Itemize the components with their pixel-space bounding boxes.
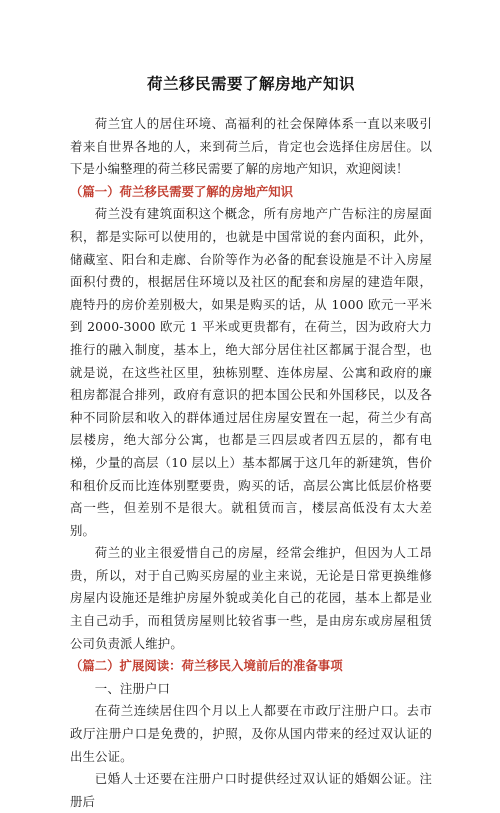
document-body <box>70 113 432 813</box>
section2-subheading-1: 一、注册户口 <box>94 680 171 696</box>
document-title: 荷兰移民需要了解房地产知识 <box>146 74 355 93</box>
section2-paragraph-2: 已婚人士还要在注册户口时提供经过双认证的婚姻公证。注册后 <box>70 771 432 809</box>
section2-paragraph-1: 在荷兰连续居住四个月以上人都要在市政厅注册户口。去市政厅注册户口是免费的，护照，及你从国内带来的经过双认证的出生公证。 <box>70 703 432 764</box>
section1-paragraph-1: 荷兰没有建筑面积这个概念，所有房地产广告标注的房屋面积，都是实际可以使用的，也就是中国常说的套内面积，此外，储藏室、阳台和走廊、台阶等作为必备的配套设施是不计入房屋面积付费的，根据居住环境以及社区的配套和房屋的建造年限，鹿特丹的房价差别极大，如果是购买的话，从 1000 欧元一平米到 2000-3000 欧元 1 平米或更贵都有，在荷兰，因为政府大力推行的融入制度，基本上，绝大部分居住社区都属于混合型，也就是说，在这些社区里，独栋别墅、连体房屋、公寓和政府的廉租房都混合排列，政府有意识的把本国公民和外国移民，以及各种不同阶层和收入的群体通过居住房屋安置在一起，荷兰少有高层楼房，绝大部分公寓，也都是三四层或者四五层的，都有电梯，少量的高层（10 层以上）基本都属于这几年的新建筑，售价和租价反而比连体别墅要贵，购买的话，高层公寓比低层价格要高一些，但差别不是很大。就租赁而言，楼层高低没有太大差别。 <box>70 206 432 538</box>
section1-paragraph-2: 荷兰的业主很爱惜自己的房屋，经常会维护，但因为人工昂贵，所以，对于自己购买房屋的业主来说，无论是日常更换维修房屋内设施还是维护房屋外貌或美化自己的花园，基本上都是业主自己动手，而租赁房屋则比较省事一些，是由房东或房屋租赁公司负责派人维护。 <box>70 545 432 651</box>
intro-paragraph: 荷兰宜人的居住环境、高福利的社会保障体系一直以来吸引着来自世界各地的人，来到荷兰后，肯定也会选择住房居住。以下是小编整理的荷兰移民需要了解的房地产知识，欢迎阅读！ <box>70 116 432 177</box>
section-heading-2: （篇二）扩展阅读：荷兰移民入境前后的准备事项 <box>70 658 343 674</box>
section-heading-1: （篇一）荷兰移民需要了解的房地产知识 <box>70 183 294 199</box>
